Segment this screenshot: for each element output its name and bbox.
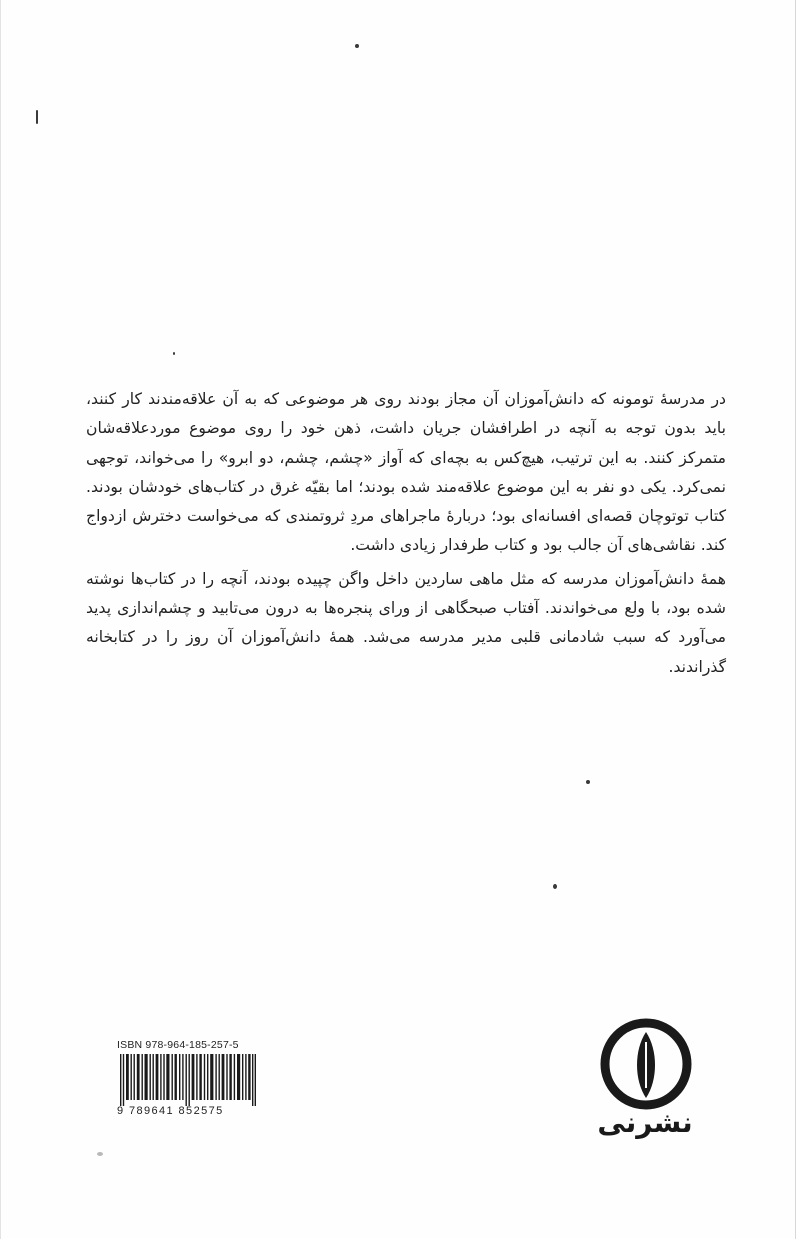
scan-speck (553, 884, 557, 889)
scan-speck (36, 110, 38, 124)
scan-speck (173, 352, 175, 355)
reed-in-circle-icon (598, 1016, 694, 1112)
isbn-block (117, 1039, 257, 1121)
publisher-name: نشرنی (597, 1106, 693, 1139)
barcode (120, 1054, 256, 1106)
scan-speck (97, 1152, 103, 1156)
barcode-digits: 9 789641 852575 (117, 1105, 224, 1117)
scan-speck (355, 44, 359, 48)
scan-speck (586, 780, 590, 784)
back-cover-blurb (86, 385, 726, 682)
blurb-paragraph: همهٔ دانش‌آموزان مدرسه که مثل ماهی ساردین داخل واگن چپیده بودند، آنچه را در کتاب‌ها نوشته شده بود، با ولع می‌خواندند. آفتاب صبحگاهی از ورای پنجره‌ها به درون می‌تابید و چشم‌اندازی پدید می‌آورد که سبب شادمانی قلبی مدیر مدرسه می‌شد. همهٔ دانش‌آموزان آن روز را در کتابخانه گذراندند. (86, 569, 726, 676)
blurb-paragraph: در مدرسهٔ تومونه که دانش‌آموزان آن مجاز بودند روی هر موضوعی که به آن علاقه‌مندند کار کنند، باید بدون توجه به آنچه در اطرافشان جریان داشت، ذهن خود را روی موضوع موردعلاقه‌شان متمرکز کنند. به این ترتیب، هیچ‌کس به بچه‌ای که آواز «چشم، چشم، دو ابرو» را می‌خواند، توجهی نمی‌کرد. یکی دو نفر به این موضوع علاقه‌مند شده بودند؛ اما بقیّه غرق در کتاب‌های خودشان بودند. کتاب توتوچان قصه‌ای افسانه‌ای بود؛ دربارهٔ ماجراهای مردِ ثروتمندی که می‌خواست دخترش ازدواج کند. نقاشی‌های آن جالب بود و کتاب طرفدار زیادی داشت. (86, 390, 726, 555)
isbn-label: ISBN 978-964-185-257-5 (117, 1039, 239, 1051)
